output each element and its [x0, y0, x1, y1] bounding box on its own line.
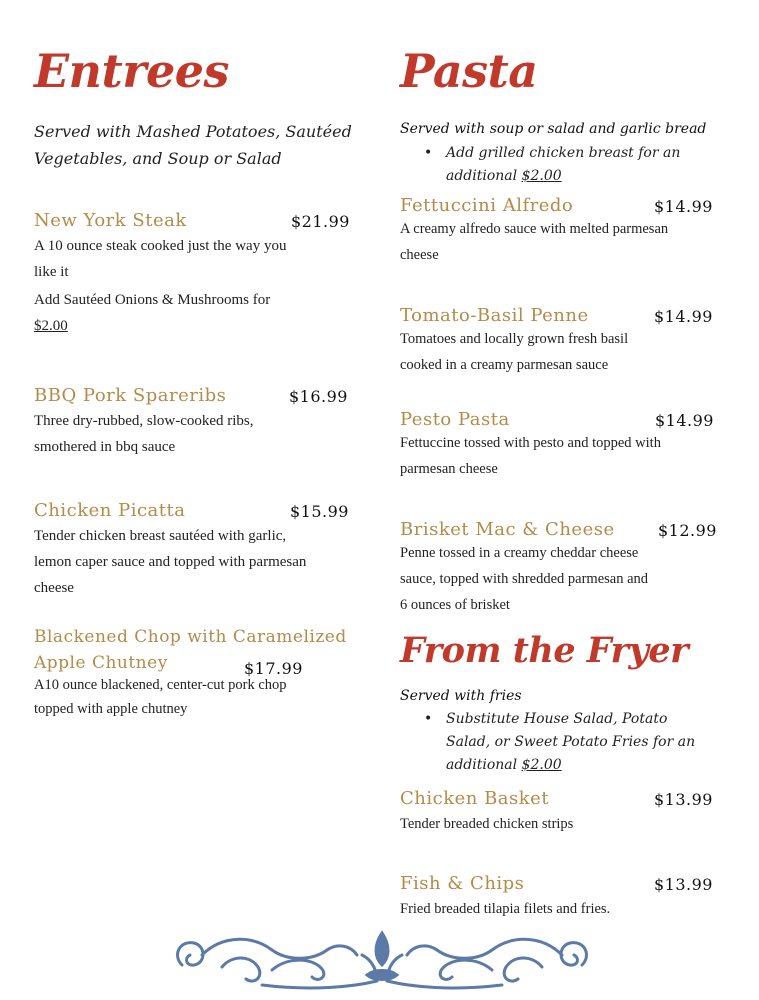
menu-item-pesto-pasta	[400, 409, 720, 482]
menu-item-new-york-steak	[34, 210, 364, 339]
fryer-title: From the Fryer	[400, 630, 689, 671]
bullet-price: $2.00	[521, 757, 562, 773]
item-description	[400, 326, 720, 378]
item-price: $14.99	[655, 411, 714, 430]
item-name: Pesto Pasta	[400, 409, 510, 430]
bullet-line	[446, 165, 736, 188]
item-name: Blackened Chop with Caramelized	[34, 627, 347, 647]
item-description	[34, 673, 364, 721]
bullet-price: $2.00	[521, 168, 562, 184]
desc-line: sauce, topped with shredded parmesan and	[400, 571, 649, 587]
item-description	[400, 540, 720, 618]
desc-line: A 10 ounce steak cooked just the way you	[34, 238, 287, 254]
item-description	[400, 811, 720, 837]
item-name: New York Steak	[34, 210, 187, 231]
bullet-text: additional	[446, 757, 522, 773]
menu-item-chicken-picatta	[34, 500, 364, 601]
pasta-bullet	[430, 142, 736, 188]
item-price: $17.99	[244, 659, 303, 678]
pasta-title: Pasta	[400, 44, 538, 98]
desc-line: A10 ounce blackened, center-cut pork chop	[34, 677, 287, 693]
desc-line: Add Sautéed Onions & Mushrooms for	[34, 292, 271, 308]
bullet-line	[446, 754, 736, 777]
item-price: $13.99	[654, 875, 713, 894]
item-description	[400, 216, 720, 268]
entrees-intro-line1: Served with Mashed Potatoes, Sautéed	[34, 122, 352, 141]
item-price: $14.99	[654, 197, 713, 216]
bullet-text: additional	[446, 168, 522, 184]
menu-item-blackened-chop	[34, 627, 364, 721]
item-name: Fettuccini Alfredo	[400, 195, 574, 216]
desc-line: smothered in bbq sauce	[34, 439, 176, 455]
item-name: Chicken Basket	[400, 788, 550, 809]
menu-item-bbq-pork-spareribs	[34, 385, 364, 460]
desc-line: Fried breaded tilapia filets and fries.	[400, 901, 611, 917]
item-name: Brisket Mac & Cheese	[400, 519, 615, 540]
menu-item-fettuccini-alfredo	[400, 195, 720, 268]
desc-line: 6 ounces of brisket	[400, 597, 510, 613]
item-price: $21.99	[291, 212, 350, 231]
item-price: $13.99	[654, 790, 713, 809]
pasta-intro: Served with soup or salad and garlic bread	[400, 121, 707, 137]
desc-line: like it	[34, 264, 69, 280]
desc-line: cheese	[34, 580, 74, 596]
item-price: $15.99	[290, 502, 349, 521]
desc-line: Three dry-rubbed, slow-cooked ribs,	[34, 413, 254, 429]
scroll-flourish-icon	[162, 925, 602, 995]
menu-item-chicken-basket	[400, 788, 720, 837]
menu-item-tomato-basil-penne	[400, 305, 720, 378]
item-name: Apple Chutney	[34, 653, 168, 673]
desc-line: A creamy alfredo sauce with melted parmesan	[400, 221, 669, 237]
desc-line: topped with apple chutney	[34, 701, 188, 717]
item-price: $14.99	[654, 307, 713, 326]
item-description	[34, 408, 364, 460]
menu-item-fish-and-chips	[400, 873, 720, 922]
item-price: $12.99	[658, 521, 717, 540]
desc-line: Tender chicken breast sautéed with garlic,	[34, 528, 287, 544]
item-name: BBQ Pork Spareribs	[34, 385, 227, 406]
entrees-intro	[34, 118, 364, 172]
desc-line: parmesan cheese	[400, 461, 498, 477]
bullet-line: • Add grilled chicken breast for an	[446, 145, 681, 161]
bullet-line: • Substitute House Salad, Potato	[446, 711, 668, 727]
entrees-title: Entrees	[34, 44, 229, 98]
entrees-intro-line2: Vegetables, and Soup or Salad	[34, 149, 282, 168]
item-description	[34, 233, 364, 339]
desc-line: Fettuccine tossed with pesto and topped with	[400, 435, 661, 451]
item-description	[400, 896, 720, 922]
fryer-bullet	[430, 708, 736, 777]
item-name: Tomato-Basil Penne	[400, 305, 589, 326]
desc-line: lemon caper sauce and topped with parmesan	[34, 554, 307, 570]
item-description	[400, 430, 720, 482]
item-name: Fish & Chips	[400, 873, 525, 894]
item-price: $16.99	[289, 387, 348, 406]
desc-line: Tender breaded chicken strips	[400, 816, 574, 832]
desc-line: cheese	[400, 247, 439, 263]
item-name: Chicken Picatta	[34, 500, 186, 521]
item-description	[34, 523, 364, 601]
menu-item-brisket-mac-cheese	[400, 519, 720, 618]
desc-line: Tomatoes and locally grown fresh basil	[400, 331, 629, 347]
desc-line: cooked in a creamy parmesan sauce	[400, 357, 609, 373]
desc-line: $2.00	[34, 318, 68, 334]
desc-line: Penne tossed in a creamy cheddar cheese	[400, 545, 639, 561]
bullet-line: Salad, or Sweet Potato Fries for an	[446, 734, 696, 750]
fryer-intro: Served with fries	[400, 688, 522, 704]
